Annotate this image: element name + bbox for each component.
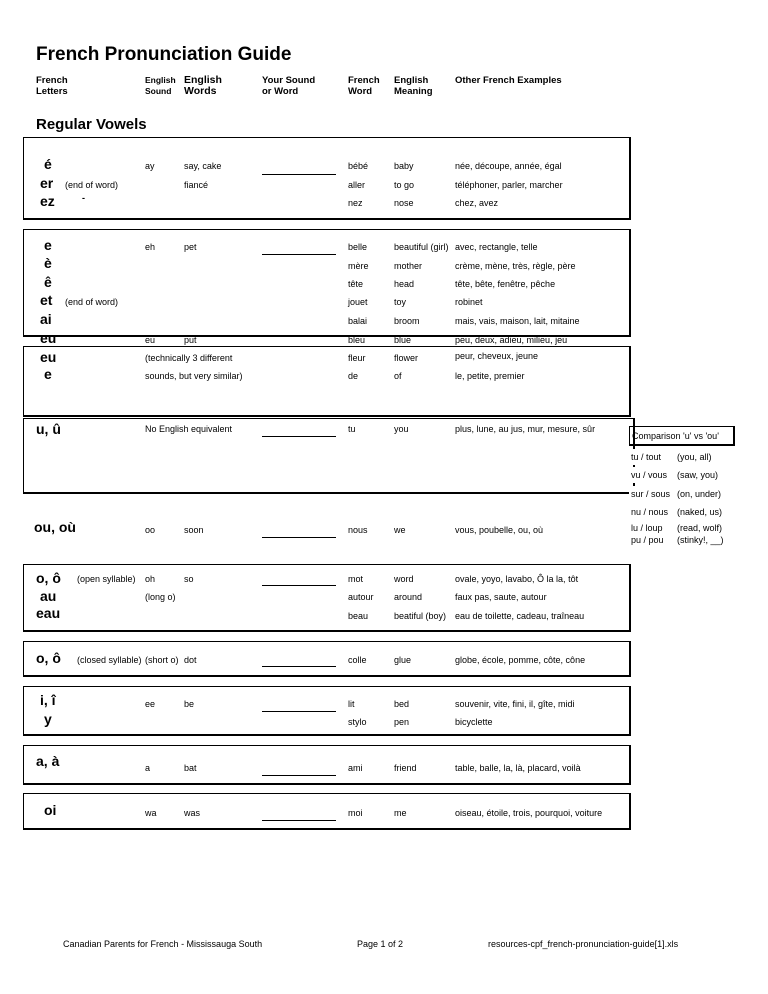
english-meaning: glue — [394, 655, 412, 665]
your-sound-blank[interactable] — [262, 174, 336, 175]
english-meaning: word — [394, 574, 414, 584]
letter-note: (closed syllable) — [77, 655, 142, 665]
other-examples: bicyclette — [455, 717, 493, 727]
english-meaning: we — [394, 525, 406, 535]
letter: ai — [40, 311, 52, 327]
comparison-words: tu / tout — [631, 452, 662, 462]
letter: eau — [36, 605, 61, 621]
your-sound-blank[interactable] — [262, 711, 336, 712]
sound-note: (technically 3 different — [145, 353, 233, 363]
letter: eu — [40, 349, 57, 365]
letter: o, ô — [36, 650, 61, 666]
other-examples: plus, lune, au jus, mur, mesure, sûr — [455, 424, 596, 434]
group-box-eu — [23, 346, 631, 417]
french-word: bébé — [348, 161, 369, 171]
letter: i, î — [40, 692, 56, 708]
french-word: belle — [348, 242, 368, 252]
english-word: fiancé — [184, 180, 209, 190]
english-meaning: nose — [394, 198, 414, 208]
english-sound: ay — [145, 161, 155, 171]
english-sound: ee — [145, 699, 156, 709]
header-english-sound — [145, 75, 176, 97]
comparison-row — [629, 533, 735, 545]
comparison-words: vu / vous — [631, 470, 668, 480]
comparison-row — [629, 467, 735, 483]
footer-organization: Canadian Parents for French - Mississauga South — [63, 939, 263, 949]
french-word: mot — [348, 574, 364, 584]
english-meaning: beautiful (girl) — [394, 242, 449, 252]
sound-note: sounds, but very similar) — [145, 371, 243, 381]
header-line: or Word — [262, 86, 299, 97]
header-line: Words — [184, 85, 217, 97]
letter: è — [44, 255, 52, 271]
english-meaning: baby — [394, 161, 414, 171]
english-meaning: pen — [394, 717, 410, 727]
other-examples: mais, vais, maison, lait, mitaine — [455, 316, 580, 326]
english-meaning: flower — [394, 353, 419, 363]
french-word: de — [348, 371, 359, 381]
english-word: soon — [184, 525, 204, 535]
english-word: dot — [184, 655, 197, 665]
your-sound-blank[interactable] — [262, 537, 336, 538]
your-sound-blank[interactable] — [262, 820, 336, 821]
english-sound: wa — [145, 808, 157, 818]
english-meaning: broom — [394, 316, 420, 326]
english-meaning: around — [394, 592, 423, 602]
footer-filename: resources-cpf_french-pronunciation-guide[1].xls — [488, 939, 679, 949]
group-box-ay — [23, 137, 631, 220]
comparison-meaning: (stinky!, __) — [677, 535, 724, 545]
english-sound: oo — [145, 525, 156, 535]
letter-note: (end of word) — [65, 297, 119, 307]
french-word: mère — [348, 261, 369, 271]
footer-page-number: Page 1 of 2 — [357, 939, 404, 949]
other-examples: ovale, yoyo, lavabo, Ô la la, tôt — [455, 574, 579, 584]
english-meaning: beatiful (boy) — [394, 611, 447, 621]
english-meaning: to go — [394, 180, 415, 190]
other-examples: globe, école, pomme, côte, cône — [455, 655, 586, 665]
header-line: Meaning — [394, 86, 433, 97]
other-examples: téléphoner, parler, marcher — [455, 180, 563, 190]
english-meaning: mother — [394, 261, 423, 271]
english-word: pet — [184, 242, 197, 252]
header-line: Sound — [145, 86, 172, 96]
french-word: nez — [348, 198, 363, 208]
comparison-row — [629, 521, 735, 533]
english-meaning: head — [394, 279, 415, 289]
comparison-words: sur / sous — [631, 489, 671, 499]
dash: - — [82, 193, 85, 203]
other-examples: avec, rectangle, telle — [455, 242, 538, 252]
other-examples: tête, bête, fenêtre, pêche — [455, 279, 556, 289]
comparison-words: pu / pou — [631, 535, 664, 545]
comparison-meaning: (naked, us) — [677, 507, 723, 517]
letter: er — [40, 175, 54, 191]
english-word: bat — [184, 763, 197, 773]
your-sound-blank[interactable] — [262, 666, 336, 667]
comparison-row — [629, 486, 735, 502]
page-title: French Pronunciation Guide — [36, 44, 292, 65]
header-line: Letters — [36, 86, 68, 97]
letter: oi — [44, 802, 57, 818]
letter: eu — [40, 330, 57, 346]
french-word: balai — [348, 316, 368, 326]
letter: ê — [44, 274, 52, 290]
header-line: Your Sound — [262, 75, 316, 86]
comparison-words: lu / loup — [631, 523, 663, 533]
french-word: tu — [348, 424, 356, 434]
header-english-meaning — [394, 75, 433, 97]
french-word: aller — [348, 180, 366, 190]
comparison-meaning: (saw, you) — [677, 470, 719, 480]
other-examples: vous, poubelle, ou, où — [455, 525, 544, 535]
your-sound-blank[interactable] — [262, 436, 336, 437]
letter: u, û — [36, 421, 61, 437]
comparison-meaning: (on, under) — [677, 489, 722, 499]
letter: ez — [40, 193, 55, 209]
english-meaning: bed — [394, 699, 410, 709]
other-examples: peur, cheveux, jeune — [455, 351, 539, 361]
your-sound-blank[interactable] — [262, 254, 336, 255]
your-sound-blank[interactable] — [262, 775, 336, 776]
english-meaning: of — [394, 371, 402, 381]
letter-note: (open syllable) — [77, 574, 136, 584]
other-examples: table, balle, la, là, placard, voilà — [455, 763, 581, 773]
header-your-sound — [262, 75, 315, 97]
other-examples: souvenir, vite, fini, il, gîte, midi — [455, 699, 575, 709]
english-sound: eh — [145, 242, 156, 252]
english-sound: eu — [145, 335, 156, 345]
letter: et — [40, 292, 53, 308]
english-word: was — [184, 808, 201, 818]
english-meaning: toy — [394, 297, 407, 307]
letter: e — [44, 366, 52, 382]
header-english-words — [184, 75, 222, 97]
header-line: English — [394, 75, 429, 86]
english-word: say, cake — [184, 161, 222, 171]
other-examples: eau de toilette, cadeau, traîneau — [455, 611, 585, 621]
header-line: French — [36, 75, 68, 86]
french-word: colle — [348, 655, 367, 665]
letter: é — [44, 156, 52, 172]
header-line: Word — [348, 86, 373, 97]
other-examples: oiseau, étoile, trois, pourquoi, voiture — [455, 808, 603, 818]
english-word: put — [184, 335, 197, 345]
header-other-examples: Other French Examples — [455, 75, 562, 86]
other-examples: née, découpe, année, égal — [455, 161, 562, 171]
french-word: tête — [348, 279, 364, 289]
french-word: lit — [348, 699, 355, 709]
letter: ou, où — [34, 519, 76, 535]
comparison-meaning: (you, all) — [677, 452, 712, 462]
english-sound: (short o) — [145, 655, 179, 665]
header-line: French — [348, 75, 380, 86]
header-line: English — [184, 74, 222, 86]
english-meaning: you — [394, 424, 409, 434]
other-examples: peu, deux, adieu, milieu, jeu — [455, 335, 568, 345]
your-sound-blank[interactable] — [262, 585, 336, 586]
other-examples: crème, mène, très, règle, père — [455, 261, 576, 271]
other-examples: le, petite, premier — [455, 371, 525, 381]
header-french-letters — [36, 75, 68, 97]
english-sound: a — [145, 763, 151, 773]
other-examples: robinet — [455, 297, 483, 307]
french-word: ami — [348, 763, 363, 773]
comparison-meaning: (read, wolf) — [677, 523, 723, 533]
english-word: so — [184, 574, 194, 584]
french-word: autour — [348, 592, 374, 602]
comparison-row — [629, 504, 735, 520]
other-examples: chez, avez — [455, 198, 499, 208]
english-sound: oh — [145, 574, 156, 584]
your-sound-blank[interactable] — [262, 346, 336, 347]
french-word: bleu — [348, 335, 366, 345]
header-line: English — [145, 75, 176, 85]
english-word: be — [184, 699, 195, 709]
letter: o, ô — [36, 570, 61, 586]
french-word: jouet — [348, 297, 368, 307]
english-meaning: blue — [394, 335, 412, 345]
french-word: moi — [348, 808, 363, 818]
french-word: stylo — [348, 717, 367, 727]
letter-note: (end of word) — [65, 180, 119, 190]
header-french-word — [348, 75, 380, 97]
french-word: nous — [348, 525, 368, 535]
english-meaning: friend — [394, 763, 417, 773]
french-word: beau — [348, 611, 369, 621]
comparison-title: Comparison 'u' vs 'ou' — [632, 431, 719, 441]
english-sound: No English equivalent — [145, 424, 233, 434]
letter: a, à — [36, 753, 60, 769]
other-examples: faux pas, saute, autour — [455, 592, 547, 602]
sound-note: (long o) — [145, 592, 176, 602]
comparison-words: nu / nous — [631, 507, 669, 517]
french-word: fleur — [348, 353, 366, 363]
letter: e — [44, 237, 52, 253]
letter: au — [40, 588, 57, 604]
letter: y — [44, 711, 52, 727]
comparison-row — [629, 449, 735, 465]
english-meaning: me — [394, 808, 407, 818]
section-title: Regular Vowels — [36, 116, 147, 133]
